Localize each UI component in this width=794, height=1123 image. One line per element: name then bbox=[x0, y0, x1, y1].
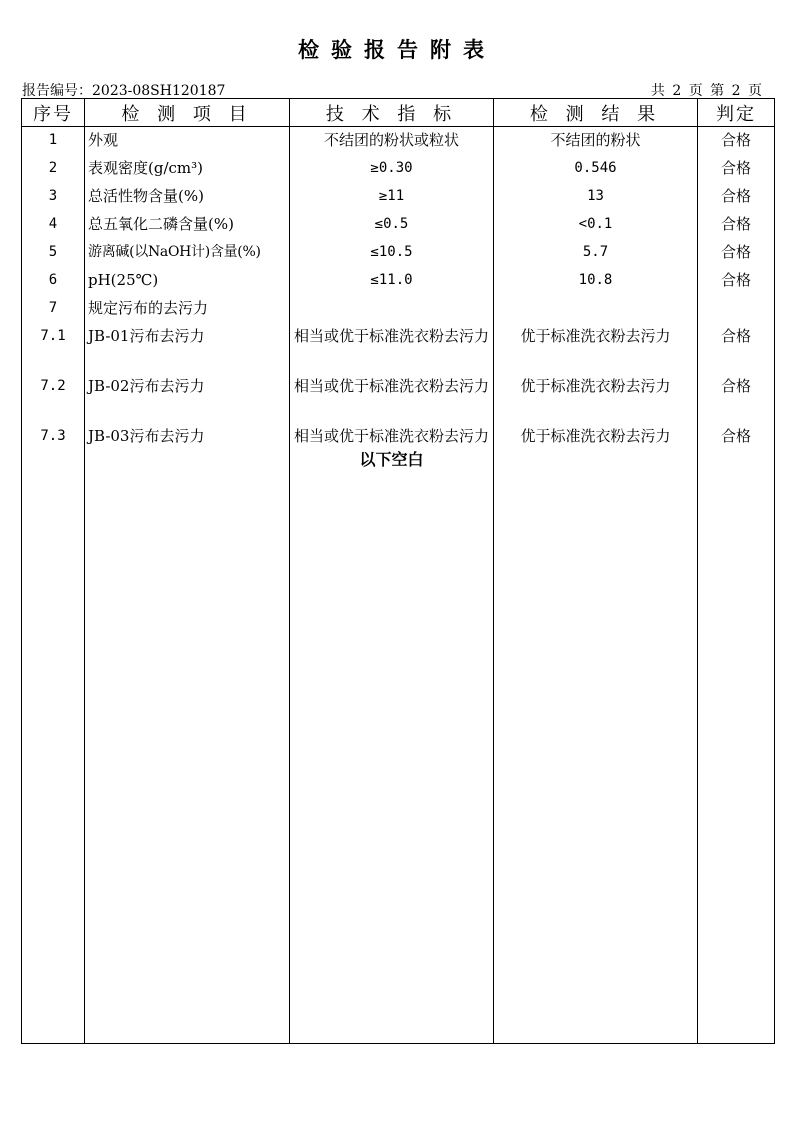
report-number: 报告编号：2023-08SH120187 bbox=[22, 83, 226, 99]
row-result: 10.8 bbox=[494, 267, 698, 295]
row-judgement: 合格 bbox=[698, 373, 775, 423]
row-result: 不结团的粉状 bbox=[494, 127, 698, 156]
row-judgement: 合格 bbox=[698, 155, 775, 183]
row-spec bbox=[290, 423, 494, 477]
row-judgement: 合格 bbox=[698, 127, 775, 156]
row-spec-text: 相当或优于标准洗衣粉去污力 bbox=[293, 427, 489, 445]
row-spec: ≥11 bbox=[290, 183, 494, 211]
row-item: 总活性物含量(%) bbox=[85, 183, 290, 211]
row-item: JB-03污布去污力 bbox=[85, 423, 290, 477]
header-item: 检 测 项 目 bbox=[85, 99, 290, 127]
row-spec: ≤10.5 bbox=[290, 239, 494, 267]
row-item: JB-01污布去污力 bbox=[85, 323, 290, 373]
header-judgement: 判定 bbox=[698, 99, 775, 127]
row-spec: ≥0.30 bbox=[290, 155, 494, 183]
row-item: pH(25℃) bbox=[85, 267, 290, 295]
row-judgement: 合格 bbox=[698, 423, 775, 477]
row-item: 外观 bbox=[85, 127, 290, 156]
row-item: JB-02污布去污力 bbox=[85, 373, 290, 423]
row-index: 7 bbox=[22, 295, 85, 323]
table-row bbox=[22, 211, 775, 239]
row-judgement: 合格 bbox=[698, 239, 775, 267]
table-header-row bbox=[22, 99, 775, 127]
blank-cell bbox=[22, 477, 85, 1044]
row-result: 优于标准洗衣粉去污力 bbox=[494, 373, 698, 423]
table-row bbox=[22, 373, 775, 423]
page-info: 共 2 页 第 2 页 bbox=[650, 83, 762, 99]
table-row bbox=[22, 323, 775, 373]
row-index: 6 bbox=[22, 267, 85, 295]
row-result: <0.1 bbox=[494, 211, 698, 239]
row-spec: 不结团的粉状或粒状 bbox=[290, 127, 494, 156]
table-row bbox=[22, 267, 775, 295]
blank-cell bbox=[290, 477, 494, 1044]
row-item: 游离碱(以NaOH计)含量(%) bbox=[85, 239, 290, 267]
document-title: 检验报告附表 bbox=[298, 38, 496, 62]
row-index: 1 bbox=[22, 127, 85, 156]
blank-cell bbox=[494, 477, 698, 1044]
blank-cell bbox=[698, 477, 775, 1044]
row-item: 规定污布的去污力 bbox=[85, 295, 290, 323]
row-result: 优于标准洗衣粉去污力 bbox=[494, 423, 698, 477]
row-spec: 相当或优于标准洗衣粉去污力 bbox=[290, 373, 494, 423]
row-item: 总五氧化二磷含量(%) bbox=[85, 211, 290, 239]
table-row bbox=[22, 423, 775, 477]
table-row bbox=[22, 295, 775, 323]
table-row bbox=[22, 127, 775, 156]
row-spec bbox=[290, 295, 494, 323]
inspection-table bbox=[21, 98, 775, 1044]
table-row bbox=[22, 183, 775, 211]
row-index: 7.2 bbox=[22, 373, 85, 423]
header-index: 序号 bbox=[22, 99, 85, 127]
table-row bbox=[22, 155, 775, 183]
row-index: 3 bbox=[22, 183, 85, 211]
row-index: 4 bbox=[22, 211, 85, 239]
row-result: 优于标准洗衣粉去污力 bbox=[494, 323, 698, 373]
row-index: 7.3 bbox=[22, 423, 85, 477]
row-result bbox=[494, 295, 698, 323]
row-judgement: 合格 bbox=[698, 211, 775, 239]
row-result: 5.7 bbox=[494, 239, 698, 267]
row-index: 7.1 bbox=[22, 323, 85, 373]
row-index: 2 bbox=[22, 155, 85, 183]
row-result: 0.546 bbox=[494, 155, 698, 183]
header-spec: 技 术 指 标 bbox=[290, 99, 494, 127]
row-index: 5 bbox=[22, 239, 85, 267]
row-judgement: 合格 bbox=[698, 323, 775, 373]
row-judgement bbox=[698, 295, 775, 323]
table-row bbox=[22, 239, 775, 267]
blank-filler-row bbox=[22, 477, 775, 1044]
row-result: 13 bbox=[494, 183, 698, 211]
row-judgement: 合格 bbox=[698, 183, 775, 211]
header-result: 检 测 结 果 bbox=[494, 99, 698, 127]
row-judgement: 合格 bbox=[698, 267, 775, 295]
row-spec: ≤0.5 bbox=[290, 211, 494, 239]
row-spec: 相当或优于标准洗衣粉去污力 bbox=[290, 323, 494, 373]
row-item: 表观密度(g/cm³) bbox=[85, 155, 290, 183]
row-spec: ≤11.0 bbox=[290, 267, 494, 295]
blank-cell bbox=[85, 477, 290, 1044]
end-of-table-note: 以下空白 bbox=[359, 450, 424, 469]
